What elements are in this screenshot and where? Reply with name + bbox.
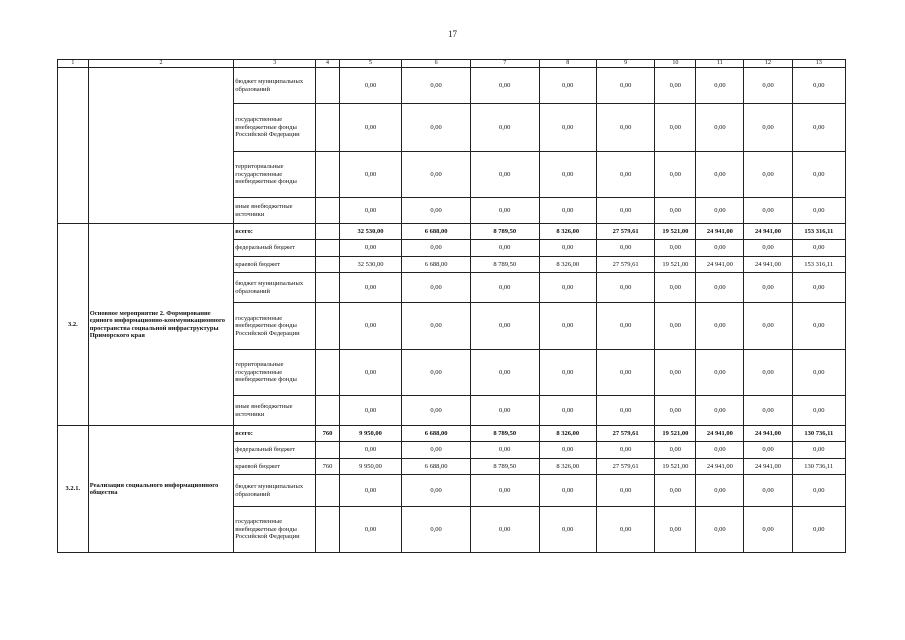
amount-cell: 0,00 (696, 104, 744, 152)
amount-cell: 0,00 (402, 396, 471, 426)
amount-cell: 0,00 (792, 507, 845, 553)
amount-cell: 0,00 (402, 104, 471, 152)
amount-cell: 0,00 (596, 507, 654, 553)
amount-cell: 0,00 (539, 350, 596, 396)
funding-source: государственные внебюджетные фонды Российской Федерации (234, 507, 316, 553)
amount-cell: 0,00 (792, 350, 845, 396)
amount-cell: 0,00 (655, 303, 696, 350)
event-number (58, 68, 89, 224)
table-row (58, 224, 846, 240)
amount-cell: 0,00 (339, 442, 402, 459)
amount-cell: 0,00 (655, 507, 696, 553)
amount-cell: 24 941,00 (696, 426, 744, 442)
budget-code (316, 396, 340, 426)
amount-cell: 27 579,61 (596, 257, 654, 273)
amount-cell: 0,00 (470, 152, 539, 198)
amount-cell: 0,00 (744, 104, 792, 152)
budget-code (316, 68, 340, 104)
amount-cell: 130 736,11 (792, 426, 845, 442)
column-header: 8 (539, 60, 596, 68)
amount-cell: 27 579,61 (596, 459, 654, 475)
amount-cell: 0,00 (696, 396, 744, 426)
amount-cell: 0,00 (655, 198, 696, 224)
amount-cell: 6 688,00 (402, 224, 471, 240)
table-row (58, 426, 846, 442)
amount-cell: 0,00 (696, 303, 744, 350)
amount-cell: 0,00 (339, 104, 402, 152)
amount-cell: 0,00 (696, 507, 744, 553)
column-header: 2 (88, 60, 234, 68)
amount-cell: 0,00 (744, 198, 792, 224)
budget-code (316, 240, 340, 257)
budget-code: 760 (316, 426, 340, 442)
table-row (58, 68, 846, 104)
funding-source: территориальные государственные внебюджетные фонды (234, 152, 316, 198)
budget-code: 760 (316, 459, 340, 475)
funding-source: федеральный бюджет (234, 240, 316, 257)
funding-source: иные внебюджетные источники (234, 198, 316, 224)
amount-cell: 19 521,00 (655, 224, 696, 240)
amount-cell: 0,00 (339, 303, 402, 350)
budget-code (316, 350, 340, 396)
amount-cell: 0,00 (339, 240, 402, 257)
column-header: 6 (402, 60, 471, 68)
amount-cell: 0,00 (792, 68, 845, 104)
amount-cell: 0,00 (696, 198, 744, 224)
amount-cell: 0,00 (696, 152, 744, 198)
column-number-row (58, 60, 846, 68)
amount-cell: 0,00 (539, 104, 596, 152)
amount-cell: 24 941,00 (744, 257, 792, 273)
amount-cell: 24 941,00 (744, 426, 792, 442)
page-number: 17 (448, 29, 457, 39)
amount-cell: 0,00 (596, 198, 654, 224)
amount-cell: 0,00 (539, 442, 596, 459)
amount-cell: 19 521,00 (655, 459, 696, 475)
funding-source: бюджет муниципальных образований (234, 68, 316, 104)
funding-source: государственные внебюджетные фонды Российской Федерации (234, 104, 316, 152)
amount-cell: 0,00 (470, 303, 539, 350)
amount-cell: 0,00 (744, 303, 792, 350)
amount-cell: 0,00 (696, 442, 744, 459)
amount-cell: 0,00 (792, 273, 845, 303)
amount-cell: 0,00 (744, 442, 792, 459)
amount-cell: 0,00 (339, 350, 402, 396)
amount-cell: 0,00 (655, 396, 696, 426)
budget-code (316, 507, 340, 553)
amount-cell: 0,00 (792, 442, 845, 459)
amount-cell: 0,00 (696, 240, 744, 257)
amount-cell: 19 521,00 (655, 426, 696, 442)
amount-cell: 153 316,11 (792, 257, 845, 273)
amount-cell: 32 530,00 (339, 224, 402, 240)
amount-cell: 0,00 (596, 475, 654, 507)
amount-cell: 0,00 (402, 240, 471, 257)
amount-cell: 0,00 (744, 396, 792, 426)
amount-cell: 0,00 (470, 198, 539, 224)
amount-cell: 0,00 (539, 152, 596, 198)
amount-cell: 0,00 (596, 68, 654, 104)
amount-cell: 0,00 (696, 68, 744, 104)
amount-cell: 0,00 (596, 442, 654, 459)
amount-cell: 24 941,00 (696, 224, 744, 240)
amount-cell: 0,00 (792, 198, 845, 224)
amount-cell: 0,00 (596, 396, 654, 426)
amount-cell: 0,00 (470, 68, 539, 104)
amount-cell: 0,00 (655, 442, 696, 459)
amount-cell: 0,00 (339, 507, 402, 553)
amount-cell: 0,00 (655, 273, 696, 303)
amount-cell: 32 530,00 (339, 257, 402, 273)
funding-source: всего: (234, 426, 316, 442)
budget-code (316, 224, 340, 240)
funding-source: краевой бюджет (234, 257, 316, 273)
amount-cell: 24 941,00 (696, 459, 744, 475)
funding-source: иные внебюджетные источники (234, 396, 316, 426)
amount-cell: 0,00 (339, 198, 402, 224)
amount-cell: 0,00 (596, 350, 654, 396)
amount-cell: 130 736,11 (792, 459, 845, 475)
amount-cell: 0,00 (744, 273, 792, 303)
column-header: 1 (58, 60, 89, 68)
amount-cell: 8 789,50 (470, 459, 539, 475)
amount-cell: 0,00 (402, 273, 471, 303)
amount-cell: 0,00 (596, 152, 654, 198)
amount-cell: 0,00 (470, 350, 539, 396)
column-header: 9 (596, 60, 654, 68)
amount-cell: 0,00 (470, 507, 539, 553)
amount-cell: 0,00 (470, 104, 539, 152)
column-header: 12 (744, 60, 792, 68)
event-number: 3.2.1. (58, 426, 89, 553)
amount-cell: 0,00 (539, 507, 596, 553)
amount-cell: 0,00 (539, 198, 596, 224)
event-name: Основное мероприятие 2. Формирование единого информационно-коммуникационного пространства социальной инфраструктуры Приморского края (88, 224, 234, 426)
amount-cell: 0,00 (339, 396, 402, 426)
amount-cell: 0,00 (744, 507, 792, 553)
funding-source: бюджет муниципальных образований (234, 273, 316, 303)
table-body (58, 68, 846, 553)
amount-cell: 0,00 (792, 303, 845, 350)
amount-cell: 0,00 (402, 475, 471, 507)
budget-code (316, 475, 340, 507)
amount-cell: 0,00 (402, 68, 471, 104)
funding-source: федеральный бюджет (234, 442, 316, 459)
amount-cell: 8 326,00 (539, 257, 596, 273)
amount-cell: 0,00 (539, 475, 596, 507)
amount-cell: 153 316,11 (792, 224, 845, 240)
amount-cell: 0,00 (470, 240, 539, 257)
amount-cell: 0,00 (792, 475, 845, 507)
funding-source: краевой бюджет (234, 459, 316, 475)
amount-cell: 0,00 (339, 68, 402, 104)
amount-cell: 0,00 (470, 273, 539, 303)
amount-cell: 0,00 (792, 104, 845, 152)
amount-cell: 0,00 (402, 507, 471, 553)
amount-cell: 0,00 (655, 152, 696, 198)
budget-code (316, 257, 340, 273)
amount-cell: 0,00 (744, 152, 792, 198)
amount-cell: 8 326,00 (539, 426, 596, 442)
amount-cell: 0,00 (470, 396, 539, 426)
budget-code (316, 442, 340, 459)
amount-cell: 8 326,00 (539, 224, 596, 240)
amount-cell: 0,00 (655, 104, 696, 152)
amount-cell: 6 688,00 (402, 257, 471, 273)
amount-cell: 0,00 (539, 240, 596, 257)
amount-cell: 9 950,00 (339, 459, 402, 475)
budget-code (316, 303, 340, 350)
amount-cell: 0,00 (655, 68, 696, 104)
budget-table (57, 59, 846, 553)
amount-cell: 0,00 (744, 240, 792, 257)
amount-cell: 0,00 (596, 303, 654, 350)
event-number: 3.2. (58, 224, 89, 426)
amount-cell: 0,00 (655, 475, 696, 507)
amount-cell: 24 941,00 (744, 224, 792, 240)
budget-code (316, 104, 340, 152)
budget-code (316, 152, 340, 198)
amount-cell: 19 521,00 (655, 257, 696, 273)
column-header: 4 (316, 60, 340, 68)
amount-cell: 0,00 (402, 152, 471, 198)
amount-cell: 0,00 (744, 350, 792, 396)
amount-cell: 0,00 (744, 68, 792, 104)
column-header: 7 (470, 60, 539, 68)
amount-cell: 8 789,50 (470, 426, 539, 442)
funding-source: всего: (234, 224, 316, 240)
amount-cell: 6 688,00 (402, 459, 471, 475)
amount-cell: 0,00 (339, 273, 402, 303)
amount-cell: 0,00 (402, 303, 471, 350)
budget-code (316, 198, 340, 224)
amount-cell: 0,00 (792, 396, 845, 426)
amount-cell: 8 326,00 (539, 459, 596, 475)
amount-cell: 0,00 (596, 104, 654, 152)
amount-cell: 0,00 (655, 240, 696, 257)
column-header: 3 (234, 60, 316, 68)
amount-cell: 8 789,50 (470, 224, 539, 240)
column-header: 10 (655, 60, 696, 68)
column-header: 11 (696, 60, 744, 68)
amount-cell: 0,00 (696, 350, 744, 396)
budget-code (316, 273, 340, 303)
amount-cell: 27 579,61 (596, 224, 654, 240)
amount-cell: 24 941,00 (744, 459, 792, 475)
amount-cell: 0,00 (539, 396, 596, 426)
amount-cell: 9 950,00 (339, 426, 402, 442)
event-name (88, 68, 234, 224)
amount-cell: 6 688,00 (402, 426, 471, 442)
amount-cell: 0,00 (402, 350, 471, 396)
amount-cell: 0,00 (402, 198, 471, 224)
amount-cell: 0,00 (539, 273, 596, 303)
funding-source: территориальные государственные внебюджетные фонды (234, 350, 316, 396)
amount-cell: 0,00 (744, 475, 792, 507)
amount-cell: 0,00 (339, 152, 402, 198)
amount-cell: 0,00 (539, 68, 596, 104)
amount-cell: 0,00 (792, 152, 845, 198)
amount-cell: 0,00 (539, 303, 596, 350)
amount-cell: 0,00 (470, 442, 539, 459)
amount-cell: 0,00 (696, 273, 744, 303)
amount-cell: 27 579,61 (596, 426, 654, 442)
amount-cell: 0,00 (470, 475, 539, 507)
amount-cell: 0,00 (402, 442, 471, 459)
amount-cell: 0,00 (792, 240, 845, 257)
funding-source: бюджет муниципальных образований (234, 475, 316, 507)
amount-cell: 0,00 (696, 475, 744, 507)
column-header: 13 (792, 60, 845, 68)
amount-cell: 0,00 (339, 475, 402, 507)
amount-cell: 24 941,00 (696, 257, 744, 273)
column-header: 5 (339, 60, 402, 68)
amount-cell: 0,00 (655, 350, 696, 396)
amount-cell: 8 789,50 (470, 257, 539, 273)
amount-cell: 0,00 (596, 273, 654, 303)
funding-source: государственные внебюджетные фонды Российской Федерации (234, 303, 316, 350)
amount-cell: 0,00 (596, 240, 654, 257)
event-name: Реализация социального информационного общества (88, 426, 234, 553)
